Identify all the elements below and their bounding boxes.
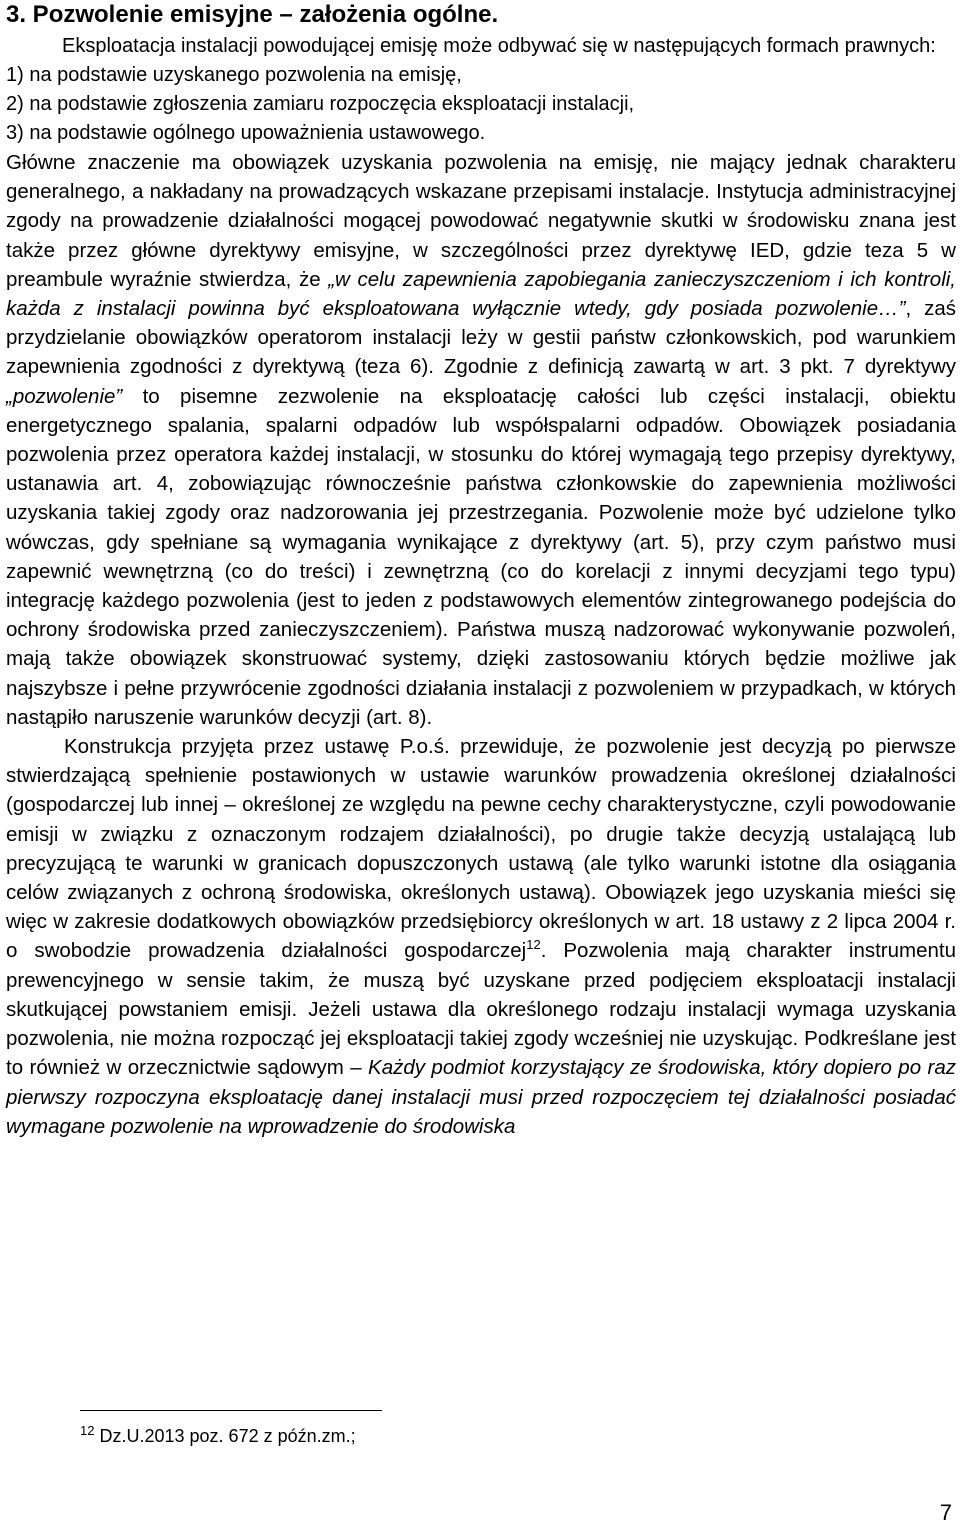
body-paragraph-2 bbox=[6, 732, 956, 1141]
intro-text: Eksploatacja instalacji powodującej emisję może odbywać się w następujących formach prawnych: bbox=[62, 35, 936, 57]
list-item: 2) na podstawie zgłoszenia zamiaru rozpoczęcia eksploatacji instalacji, bbox=[6, 93, 635, 115]
intro-paragraph bbox=[6, 32, 956, 61]
legal-forms-list bbox=[6, 61, 956, 148]
footnote-text: Dz.U.2013 poz. 672 z późn.zm.; bbox=[99, 1426, 356, 1446]
footnote-separator bbox=[80, 1410, 382, 1411]
list-item: 1) na podstawie uzyskanego pozwolenia na emisję, bbox=[6, 64, 462, 86]
para2-quote: Każdy podmiot korzystający ze środowiska, który dopiero po raz pierwszy rozpoczyna eksploatację danej instalacji musi przed rozpoczęciem tej działalności posiadać wymagane pozwolenie na wprowadzenie do środowiska bbox=[6, 1056, 956, 1138]
para1-text-2: , zaś przydzielanie obowiązków operatorom instalacji leży w gestii państw członkowskich, pod warunkiem zapewnienia zgodności z dyrektywą (teza 6). Zgodnie z definicją zawartą w art. 3 pkt. 7 dyrektywy bbox=[6, 297, 956, 379]
body-paragraph-1 bbox=[6, 148, 956, 732]
footnote-number: 12 bbox=[80, 1423, 95, 1438]
document-page bbox=[6, 0, 956, 1141]
para1-quote-1: „w celu zapewnienia zapobiegania zanieczyszczeniom i ich kontroli, każda z instalacji powinna być eksploatowana wyłącznie wtedy, gdy posiada pozwolenie…” bbox=[6, 267, 956, 321]
page-number: 7 bbox=[939, 1500, 952, 1525]
footnote bbox=[80, 1423, 356, 1447]
para1-text-1: Główne znaczenie ma obowiązek uzyskania pozwolenia na emisję, nie mający jednak charakteru generalnego, a nakładany na prowadzących wskazane przepisami instalacje. Instytucja administracyjnej zgody na prowadzenie działalności mogącej powodować negatywnie skutki w środowisku znana jest także przez główne dyrektywy emisyjne, w szczególności przez dyrektywę IED, gdzie teza 5 w preambule wyraźnie stwierdza, że bbox=[6, 151, 956, 291]
para2-text-2: . Pozwolenia mają charakter instrumentu prewencyjnego w sensie takim, że muszą być uzyskane przed podjęciem eksploatacji instalacji skutkującej powstaniem emisji. Jeżeli ustawa dla określonego rodzaju instalacji wymaga uzyskania pozwolenia, nie można rozpocząć jej eksploatacji takiej zgody wcześniej nie uzyskując. Podkreślane jest to również w orzecznictwie sądowym – bbox=[6, 939, 956, 1080]
footnote-reference[interactable]: 12 bbox=[526, 937, 541, 953]
section-heading: 3. Pozwolenie emisyjne – założenia ogólne. bbox=[6, 1, 499, 28]
para2-text-1: Konstrukcja przyjęta przez ustawę P.o.ś. przewiduje, że pozwolenie jest decyzją po pierwsze stwierdzającą spełnienie postawionych w ustawie warunków prowadzenia określonej działalności (gospodarczej lub innej – określonej ze względu na pewne cechy charakterystyczne, czyli powodowanie emisji w związku z oznaczonym rodzajem działalności), po drugie także decyzją ustalającą lub precyzującą te warunki w granicach dopuszczonych ustawą (ale tylko warunki istotne dla osiągania celów związanych z ochroną środowiska, określonych ustawą). Obowiązek jego uzyskania mieści się więc w zakresie dodatkowych obowiązków przedsiębiorcy określonych w art. 18 ustawy z 2 lipca 2004 r. o swobodzie prowadzenia działalności gospodarczej bbox=[6, 735, 956, 963]
para1-text-3: to pisemne zezwolenie na eksploatację całości lub części instalacji, obiektu energetycznego spalania, spalarni odpadów lub współspalarni odpadów. Obowiązek posiadania pozwolenia przez operatora każdej instalacji, w stosunku do której wymagają tego przepisy dyrektywy, ustanawia art. 4, zobowiązując równocześnie państwa członkowskie do zapewnienia możliwości uzyskania takiej zgody oraz nadzorowania jej przestrzegania. Pozwolenie może być udzielone tylko wówczas, gdy spełniane są wymagania wynikające z dyrektywy (art. 5), przy czym państwo musi zapewnić wewnętrzną (co do treści) i zewnętrzną (co do korelacji z innymi decyzjami tego typu) integrację każdego pozwolenia (jest to jeden z podstawowych elementów zintegrowanego podejścia do ochrony środowiska przed zanieczyszczeniem). Państwa muszą nadzorować wykonywanie pozwoleń, mają także obowiązek skonstruować systemy, dzięki zastosowaniu których będzie możliwe jak najszybsze i pełne przywrócenie zgodności działania instalacji z pozwoleniem w przypadkach, w których nastąpiło naruszenie warunków decyzji (art. 8). bbox=[6, 384, 956, 729]
list-item: 3) na podstawie ogólnego upoważnienia ustawowego. bbox=[6, 122, 486, 144]
para1-quote-2: „pozwolenie” bbox=[6, 384, 123, 408]
